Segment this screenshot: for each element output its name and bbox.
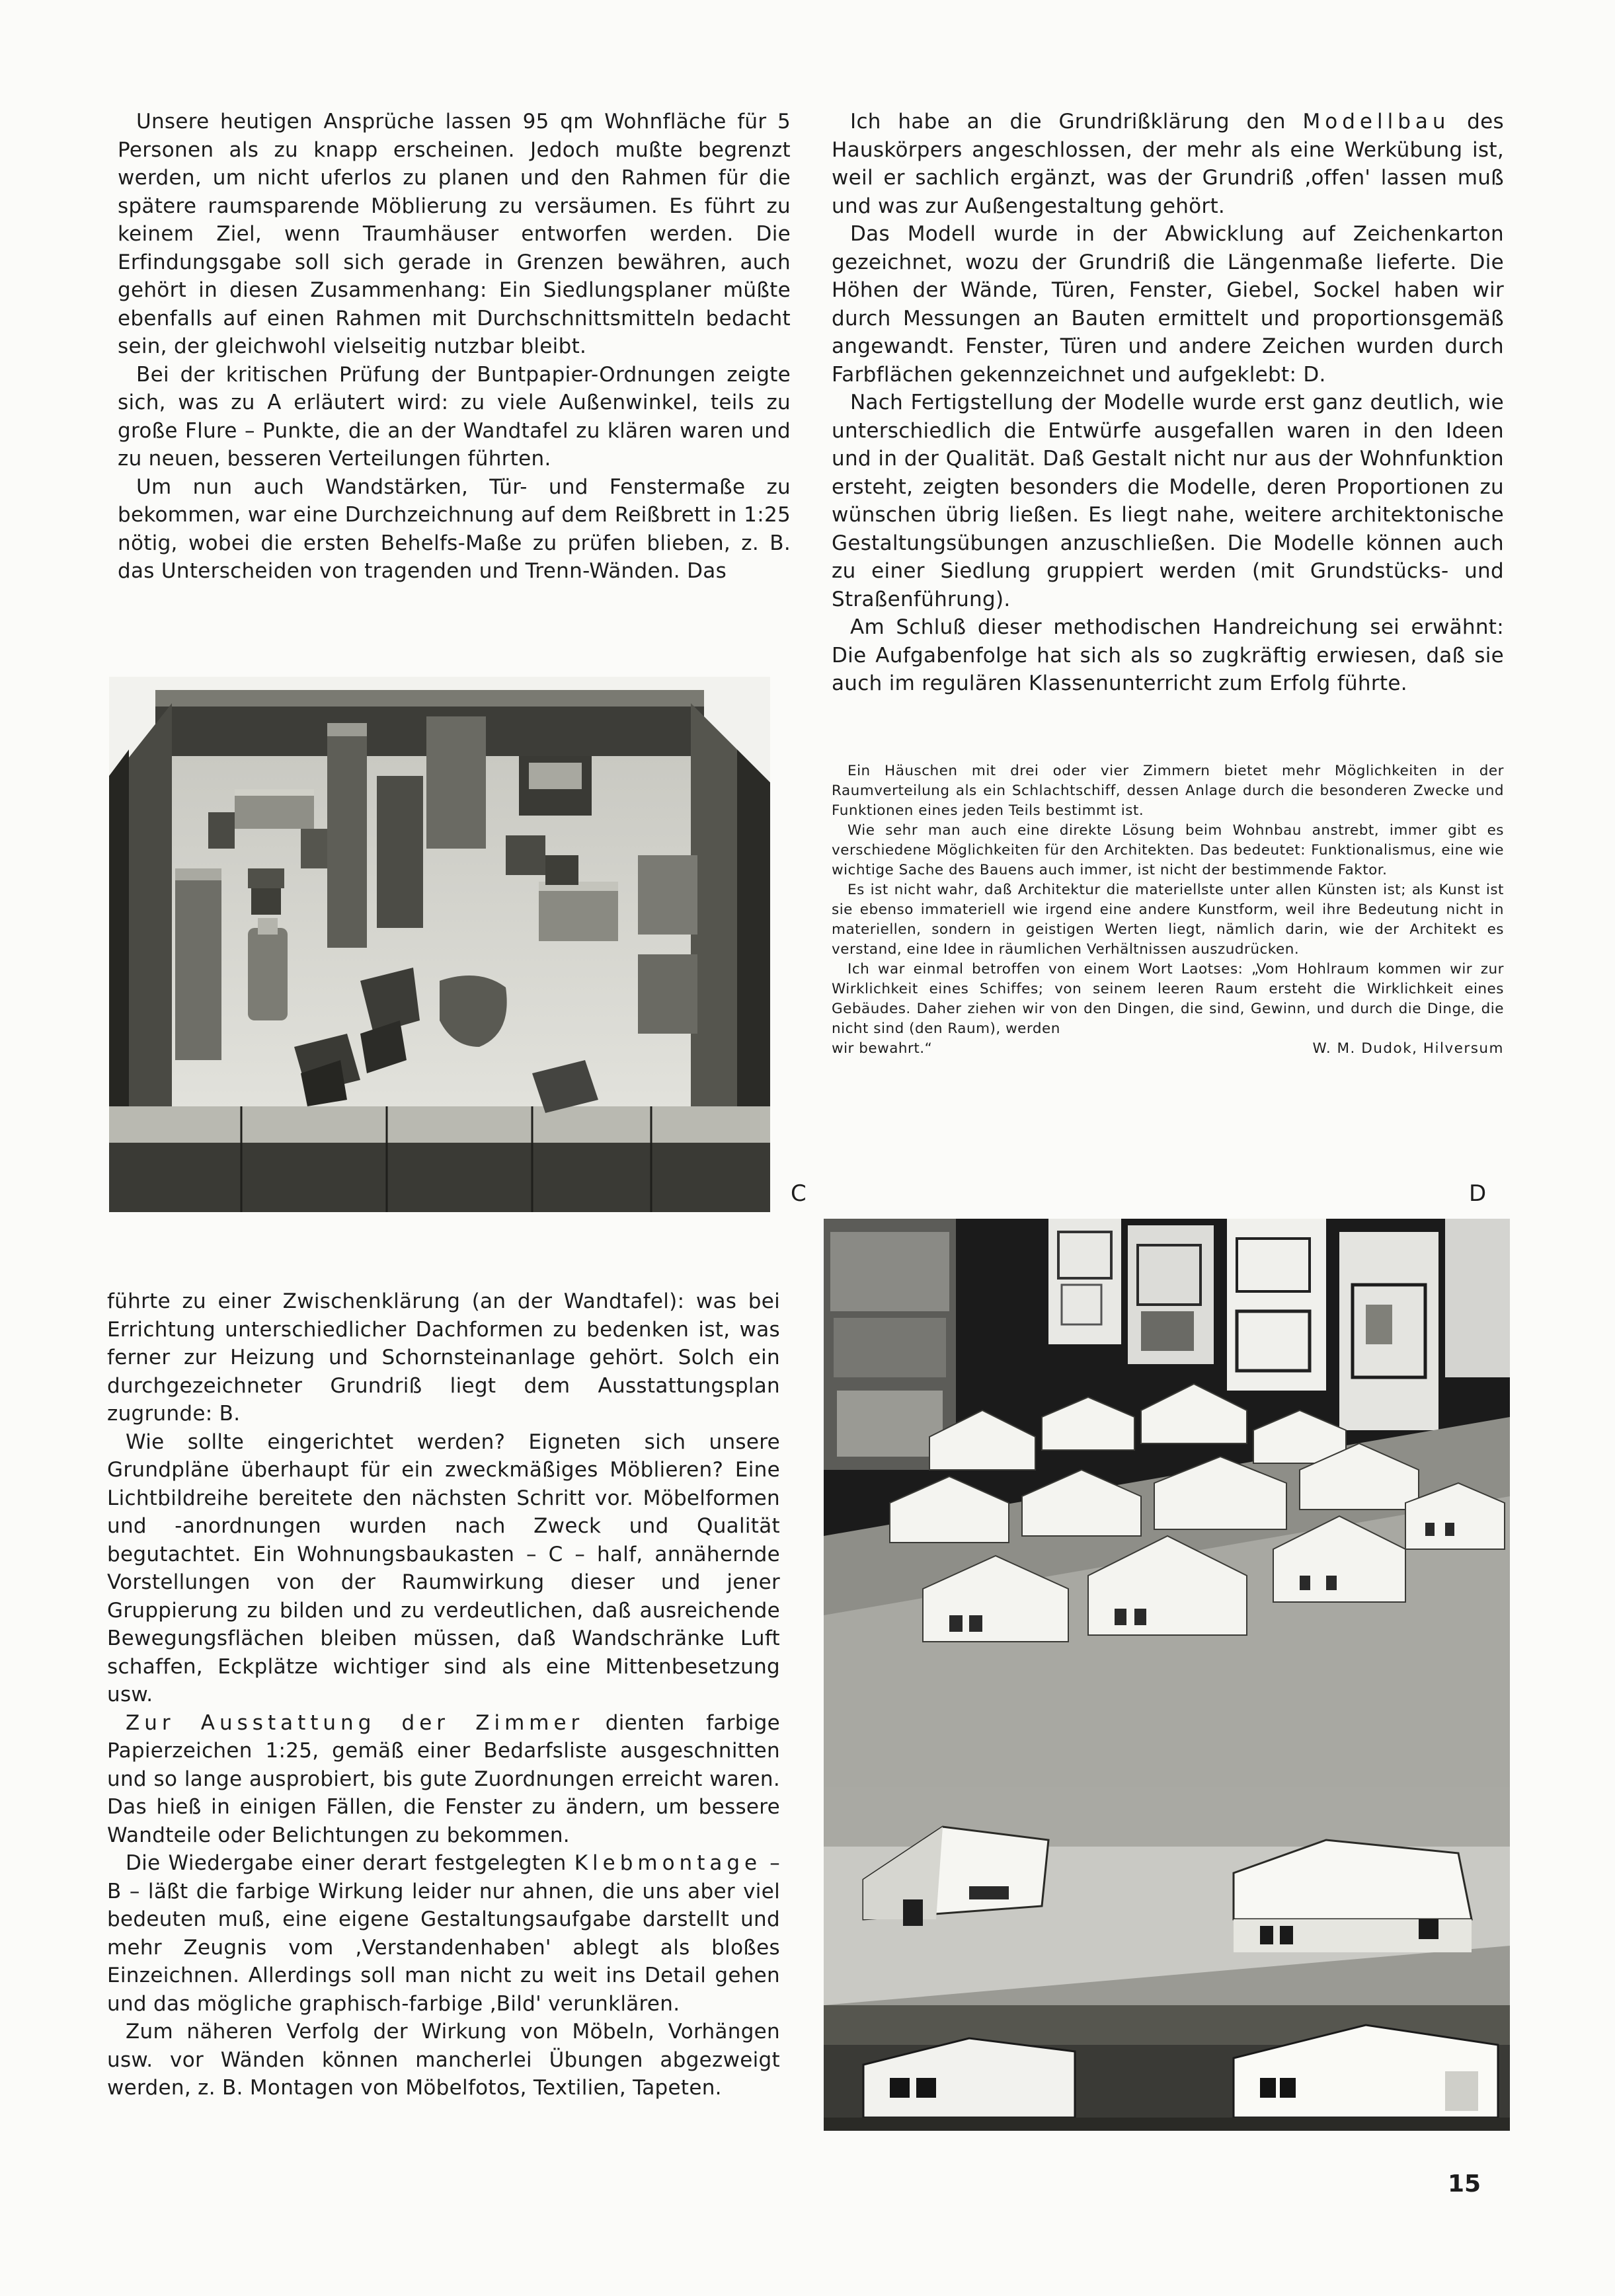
quote-signature-line bbox=[832, 1039, 1504, 1059]
emphasis-spaced: Zur Ausstattung der Zimmer bbox=[126, 1710, 584, 1735]
quote-paragraph: Es ist nicht wahr, daß Architektur die materiellste unter allen Künsten ist; als Kunst ist sie ebenso immateriell wie irgend eine andere Kunstform, weil ihre Bedeutung nicht in materiellen, sondern in geistigen Werten liegt, nämlich darin, wie der Architekt es verstand, eine Idee in räumlichen Verhältnissen auszudrücken. bbox=[832, 882, 1504, 958]
left-top-column bbox=[118, 108, 791, 586]
emphasis-spaced: Klebmontage bbox=[574, 1851, 762, 1875]
paragraph: Wie sollte eingerichtet werden? Eigneten sich unsere Grundpläne überhaupt für ein zweckmäßiges Möblieren? Eine Lichtbildreihe bereitete den nächsten Schritt vor. Möbelformen und -anordnungen wurden nach Zweck und Qualität begutachtet. Ein Wohnungsbaukasten – C – half, annähernde Vorstellungen von der Raumwirkung dieser und jener Gruppierung zu bilden und zu verdeutlichen, daß ausreichende Bewegungsflächen bleiben müssen, daß Wandschränke Luft schaffen, Eckplätze wichtiger sind als eine Mittenbesetzung usw. bbox=[107, 1430, 780, 1706]
emphasis-spaced: Modellbau bbox=[1302, 110, 1450, 134]
figure-c-label: C bbox=[791, 1180, 807, 1207]
paragraph: Um nun auch Wandstärken, Tür- und Fenstermaße zu bekommen, war eine Durchzeichnung auf dem Reißbrett in 1:25 nötig, wobei die ersten Behelfs-Maße zu prüfen blieben, z. B. das Unterscheiden von tragenden und Trenn-Wänden. Das bbox=[118, 475, 791, 583]
figure-d-label: D bbox=[1469, 1180, 1487, 1207]
room-model-illustration bbox=[109, 677, 770, 1212]
quote-paragraph: Ich war einmal betroffen von einem Wort Laotses: „Vom Hohlraum kommen wir zur Wirklichkeit eines Schiffes; von seinem leeren Raum ersteht die Wirklichkeit eines Gebäudes. Daher ziehen wir von den Dingen, die sind, Gewinn, und durch die Dinge, die nicht sind (den Raum), werden bbox=[832, 961, 1504, 1037]
text-run: Ich habe an die Grundrißklärung den bbox=[850, 110, 1303, 134]
paragraph: Unsere heutigen Ansprüche lassen 95 qm Wohnfläche für 5 Personen als zu knapp erscheinen. Jedoch mußte begrenzt werden, um nicht uferlos zu planen und den Rahmen für die spätere raumsparende Möblierung zu versäumen. Es führt zu keinem Ziel, wenn Traumhäuser entworfen werden. Die Erfindungsgabe soll sich gerade in Grenzen bewähren, auch gehört in diesen Zusammenhang: Ein Siedlungsplaner müßte ebenfalls auf einen Rahmen mit Durchschnittsmitteln bedacht sein, der gleichwohl vielseitig nutzbar bleibt. bbox=[118, 110, 791, 358]
quote-paragraph: Ein Häuschen mit drei oder vier Zimmern bietet mehr Möglichkeiten in der Raumverteilung als ein Schlachtschiff, dessen Anlage durch die besonderen Zwecke und Funktionen eines jeden Teils bestimmt ist. bbox=[832, 763, 1504, 819]
house-models-illustration bbox=[824, 1219, 1510, 2131]
figure-c-room-model-photo bbox=[109, 677, 770, 1212]
quote-author: W. M. Dudok, Hilversum bbox=[1312, 1040, 1504, 1057]
paragraph bbox=[107, 1849, 780, 2018]
paragraph: Am Schluß dieser methodischen Handreichung sei erwähnt: Die Aufgabenfolge hat sich als so zugkräftig erwiesen, daß sie auch im regulären Klassenunterricht zum Erfolg führte. bbox=[832, 615, 1504, 695]
paragraph: Bei der kritischen Prüfung der Buntpapier-Ordnungen zeigte sich, was zu A erläutert wird: zu viele Außenwinkel, teils zu große Flure – Punkte, die an der Wandtafel zu klären waren und zu neuen, besseren Verteilungen führten. bbox=[118, 362, 791, 471]
paragraph: führte zu einer Zwischenklärung (an der Wandtafel): was bei Errichtung unterschiedlicher Dachformen zu bedenken ist, was ferner zur Heizung und Schornsteinanlage gehört. Solch ein durchgezeichneter Grundriß liegt dem Ausstattungsplan zugrunde: B. bbox=[107, 1289, 780, 1426]
quote-block bbox=[832, 761, 1504, 1059]
quote-last-line: wir bewahrt.“ bbox=[832, 1040, 933, 1057]
paragraph bbox=[832, 108, 1504, 220]
left-bottom-column bbox=[107, 1287, 780, 2102]
text-run: – B – läßt die farbige Wirkung leider nur ahnen, die uns aber viel bedeuten muß, eine eigene Gestaltungsaufgabe darstellt und mehr Zeugnis vom ‚Verstandenhaben' ablegt als bloßes Einzeichnen. Allerdings soll man nicht zu weit ins Detail gehen und das mögliche graphisch-farbige ‚Bild' verunklären. bbox=[107, 1851, 780, 2016]
text-run: dienten farbige Papierzeichen 1:25, gemäß einer Bedarfsliste ausgeschnitten und so lange ausprobiert, bis gute Zuordnungen erreicht waren. Das hieß in einigen Fällen, die Fenster zu ändern, um bessere Wandteile oder Belichtungen zu bekommen. bbox=[107, 1710, 780, 1847]
text-run: Die Wiedergabe einer derart festgelegten bbox=[126, 1851, 574, 1875]
right-top-column bbox=[832, 108, 1504, 698]
figure-d-house-models-photo bbox=[824, 1219, 1510, 2131]
page-number: 15 bbox=[1448, 2170, 1481, 2198]
paragraph bbox=[107, 1709, 780, 1850]
paragraph: Zum näheren Verfolg der Wirkung von Möbeln, Vorhängen usw. vor Wänden können mancherlei Übungen abgezweigt werden, z. B. Montagen von Möbelfotos, Textilien, Tapeten. bbox=[107, 2020, 780, 2100]
paragraph: Nach Fertigstellung der Modelle wurde erst ganz deutlich, wie unterschiedlich die Entwürfe ausgefallen waren in den Ideen und in der Qualität. Daß Gestalt nicht nur aus der Wohnfunktion ersteht, zeigten besonders die Modelle, deren Proportionen zu wünschen übrig ließen. Es liegt nahe, weitere architektonische Gestaltungsübungen anzuschließen. Die Modelle können auch zu einer Siedlung gruppiert werden (mit Grundstücks- und Straßenführung). bbox=[832, 391, 1504, 611]
text-run: des Hauskörpers angeschlossen, der mehr als eine Werkübung ist, weil er sachlich ergänzt, was der Grundriß ‚offen' lassen muß und was zur Außengestaltung gehört. bbox=[832, 110, 1504, 218]
paragraph: Das Modell wurde in der Abwicklung auf Zeichenkarton gezeichnet, wozu der Grundriß die Längenmaße lieferte. Die Höhen der Wände, Türen, Fenster, Giebel, Sockel haben wir durch Messungen an Bauten ermittelt und proportionsgemäß angewandt. Fenster, Türen und andere Zeichen wurden durch Farbflächen gekennzeichnet und aufgeklebt: D. bbox=[832, 222, 1504, 387]
quote-paragraph: Wie sehr man auch eine direkte Lösung beim Wohnbau anstrebt, immer gibt es verschiedene Möglichkeiten für den Architekten. Das bedeutet: Funktionalismus, eine wie wichtige Sache des Bauens auch immer, ist nicht der bestimmende Faktor. bbox=[832, 822, 1504, 878]
